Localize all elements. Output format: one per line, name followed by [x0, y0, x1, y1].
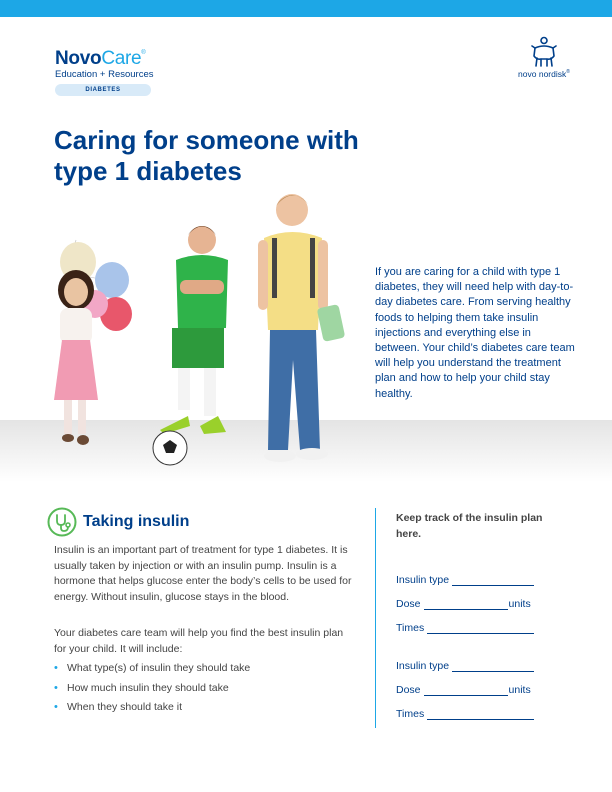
section-title: Taking insulin	[83, 513, 190, 530]
intro-paragraph: If you are caring for a child with type 1 diabetes, they will need help with day-to-day diabetes care. From serving healthy foods to helping them take insulin injections and everything else in between. Your child’s diabetes care team will help you understand the treatment plan and how to help your child stay healthy.	[375, 266, 575, 400]
list-item: • What type(s) of insulin they should take	[54, 659, 354, 679]
stethoscope-icon	[47, 507, 77, 537]
tracker-heading: Keep track of the insulin plan here.	[396, 512, 543, 540]
times-field-1[interactable]: Times	[396, 622, 534, 634]
top-accent-bar	[0, 0, 612, 17]
novo-nordisk-logo	[510, 36, 578, 79]
tracker-divider	[375, 508, 376, 728]
body-paragraph-1: Insulin is an important part of treatment for type 1 diabetes. It is usually taken by injection or with an insulin pump. Insulin is a hormone that helps glucose enter the body’s cells to be used for energy. Without insulin, glucose stays in the blood.	[54, 544, 352, 603]
list-item: • How much insulin they should take	[54, 679, 354, 699]
bullet-list	[54, 659, 354, 718]
insulin-type-field-1[interactable]: Insulin type	[396, 574, 534, 586]
novocare-logo	[55, 48, 154, 96]
insulin-type-field-2[interactable]: Insulin type	[396, 660, 534, 672]
page-title: Caring for someone with type 1 diabetes	[54, 125, 359, 186]
brand-name: NovoCare®	[55, 48, 146, 69]
teen-boy-figure	[258, 194, 345, 462]
body-paragraph-2: Your diabetes care team will help you find the best insulin plan for your child. It will include:	[54, 627, 344, 655]
times-field-2[interactable]: Times	[396, 708, 534, 720]
boy-soccer-figure	[153, 226, 228, 465]
novo-nordisk-wordmark: novo nordisk®	[518, 69, 570, 79]
dose-field-1[interactable]: Dose units	[396, 598, 531, 610]
girl-figure	[54, 270, 98, 445]
brand-subtitle: Education + Resources	[55, 69, 154, 80]
list-item: • When they should take it	[54, 698, 354, 718]
apis-bull-logo-icon	[527, 36, 561, 68]
dose-field-2[interactable]: Dose units	[396, 684, 531, 696]
hero-children-illustration	[40, 180, 360, 475]
diabetes-pill: DIABETES	[55, 84, 151, 96]
section-header	[47, 505, 189, 539]
